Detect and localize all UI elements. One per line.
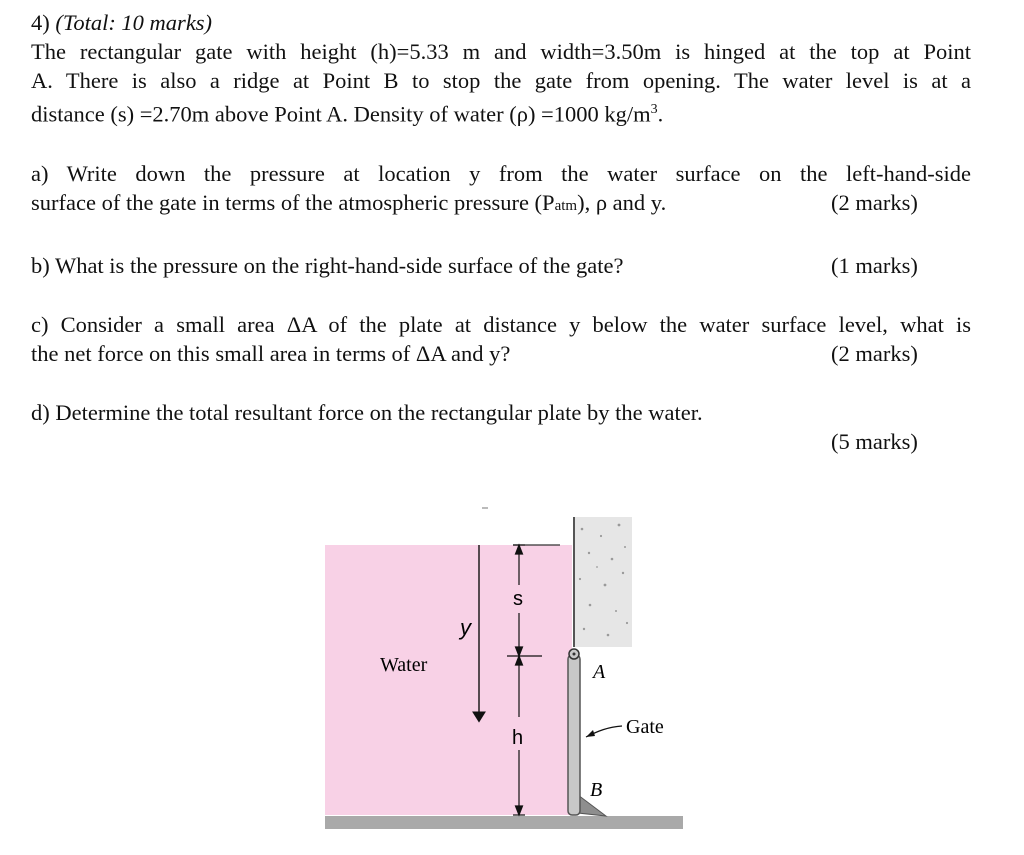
- s-label: s: [513, 588, 523, 610]
- part-c-line-2: the net force on this small area in terms of ΔA and y?: [31, 340, 511, 366]
- part-a-line-2: surface of the gate in terms of the atmospheric pressure (Patm), ρ and y.: [31, 189, 667, 215]
- part-b-marks: (1 marks): [831, 252, 918, 278]
- question-number: 4): [31, 10, 50, 35]
- part-d: [31, 398, 971, 456]
- question-heading: [31, 8, 971, 37]
- part-b: [31, 251, 971, 280]
- point-b-label: B: [590, 779, 603, 801]
- water-label: Water: [380, 654, 428, 676]
- y-label: y: [460, 615, 471, 640]
- h-label: h: [512, 727, 524, 749]
- floor: [325, 816, 683, 829]
- intro-line-2: A. There is also a ridge at Point B to stop the gate from opening. The water level is at a: [31, 68, 971, 93]
- part-c: [31, 310, 971, 368]
- part-c-marks: (2 marks): [831, 340, 918, 366]
- concrete-wall: [574, 517, 632, 647]
- intro-line-1: The rectangular gate with height (h)=5.33 m and width=3.50m is hinged at the top at Point: [31, 39, 971, 64]
- part-a-marks: (2 marks): [831, 189, 918, 215]
- part-a-line-1: a) Write down the pressure at location y from the water surface on the left-hand-side: [31, 160, 971, 186]
- water-region: [325, 545, 572, 815]
- gate-label: Gate: [626, 716, 664, 738]
- point-a-label: A: [593, 661, 606, 683]
- intro-line-3: distance (s) =2.70m above Point A. Density of water (ρ) =1000 $kg/m^3$.: [31, 101, 664, 127]
- part-b-text: b) What is the pressure on the right-hand-side surface of the gate?: [31, 252, 624, 278]
- part-d-marks: (5 marks): [831, 428, 918, 454]
- total-marks: (Total: 10 marks): [55, 10, 213, 35]
- part-d-text: d) Determine the total resultant force on the rectangular plate by the water.: [31, 399, 703, 425]
- gate-diagram: [320, 495, 690, 840]
- question-4: [31, 8, 971, 456]
- gate-plate: [568, 655, 580, 815]
- part-a: [31, 159, 971, 221]
- part-c-line-1: c) Consider a small area ΔA of the plate at distance y below the water surface level, what is: [31, 311, 971, 337]
